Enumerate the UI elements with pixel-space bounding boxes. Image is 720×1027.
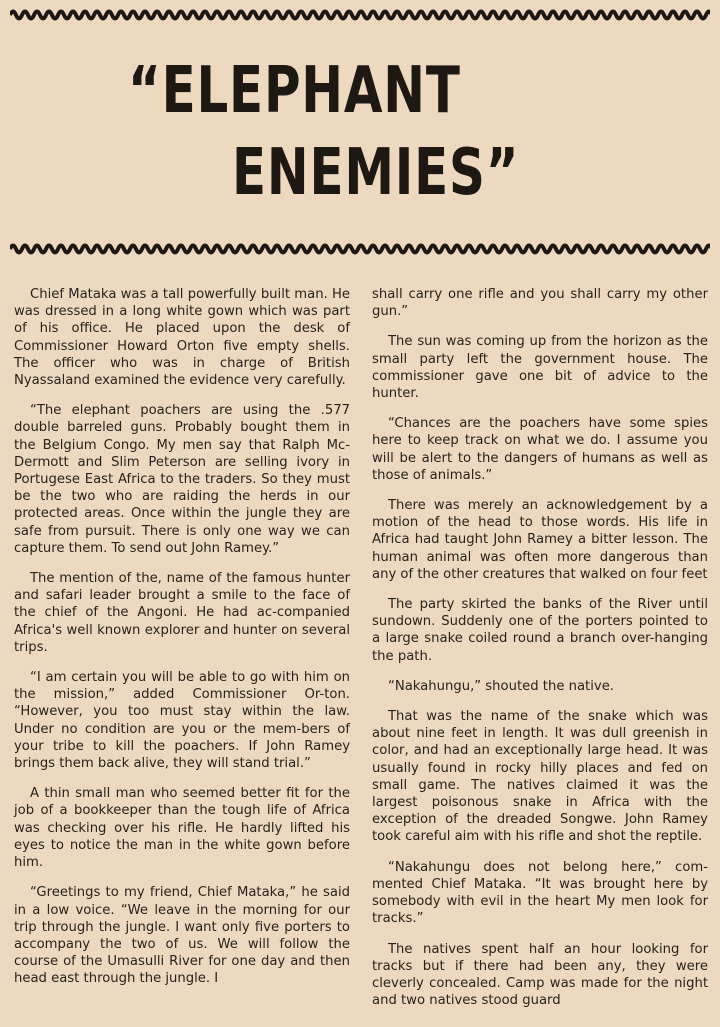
paragraph: “I am certain you will be able to go with him on the mission,” added Commissioner Or-ton. “However, you too must stay within the law. Under no condition are you or the mem-bers of your tribe to kill the poachers. If John Ramey brings them back alive, they will stand trial.”: [14, 670, 350, 772]
paragraph: A thin small man who seemed better fit for the job of a bookkeeper than the tough life of Africa was checking over his rifle. He hardly lifted his eyes to notice the man in the white gown before him.: [14, 786, 350, 871]
paragraph: shall carry one rifle and you shall carry my other gun.”: [372, 287, 708, 320]
paragraph: “Chances are the poachers have some spies here to keep track on what we do. I assume you will be alert to the dangers of humans as well as those of animals.”: [372, 416, 708, 483]
left-column: [14, 286, 350, 1001]
paragraph: There was merely an acknowledgement by a motion of the head to those words. His life in Africa had taught John Ramey a bitter lesson. The human animal was often more dangerous than any of the other creatures that walked on four feet: [372, 498, 708, 582]
paragraph: The mention of the, name of the famous hunter and safari leader brought a smile to the face of the chief of the Angoni. He had ac-companied Africa's well known explorer and hunter on several trips.: [14, 571, 350, 655]
paragraph: The party skirted the banks of the River until sundown. Suddenly one of the porters pointed to a large snake coiled round a branch over-hanging the path.: [372, 597, 708, 664]
right-column: [372, 286, 708, 1022]
paragraph: “Nakahungu,” shouted the native.: [388, 678, 615, 694]
top-wavy-rule: [10, 4, 710, 26]
paragraph: “Nakahungu does not belong here,” com-mented Chief Mataka. “It was brought here by somebody with evil in the heart My men look for tracks.”: [372, 859, 708, 927]
paragraph: The sun was coming up from the horizon as the small party left the government house. The commissioner gave one bit of advice to the hunter.: [372, 334, 708, 402]
paragraph: Chief Mataka was a tall powerfully built man. He was dressed in a long white gown which was part of his office. He placed upon the desk of Commissioner Howard Orton five empty shells. The officer who was in charge of British Nyassaland examined the evidence very carefully.: [14, 287, 350, 389]
article-title-line-2: ENEMIES”: [232, 136, 520, 210]
paragraph: The natives spent half an hour looking for tracks but if there had been any, they were cleverly concealed. Camp was made for the night and two natives stood guard: [372, 941, 708, 1009]
paragraph: “Greetings to my friend, Chief Mataka,” he said in a low voice. “We leave in the morning for our trip through the jungle. I want only five porters to accompany the two of us. We will follow the course of the Umasulli River for one day and then head east through the jungle. I: [14, 885, 350, 987]
paragraph: “The elephant poachers are using the .577 double barreled guns. Probably bought them in the Belgium Congo. My men say that Ralph Mc-Dermott and Slim Peterson are selling ivory in Portugese East Africa to the traders. So they must be the two who are raiding the herds in our protected areas. Once within the jungle they are safe from pursuit. There is only one way we can capture them. To send out John Ramey.”: [14, 403, 350, 556]
paragraph: That was the name of the snake which was about nine feet in length. It was dull greenish in color, and had an exceptionally large head. It was usually found in rocky hilly places and fed on small game. The natives claimed it was the largest poisonous snake in Africa with the exception of the dreaded Songwe. John Ramey took careful aim with his rifle and shot the reptile.: [372, 709, 708, 845]
article-title-line-1: “ELEPHANT: [128, 54, 461, 128]
bottom-wavy-rule: [10, 238, 710, 260]
